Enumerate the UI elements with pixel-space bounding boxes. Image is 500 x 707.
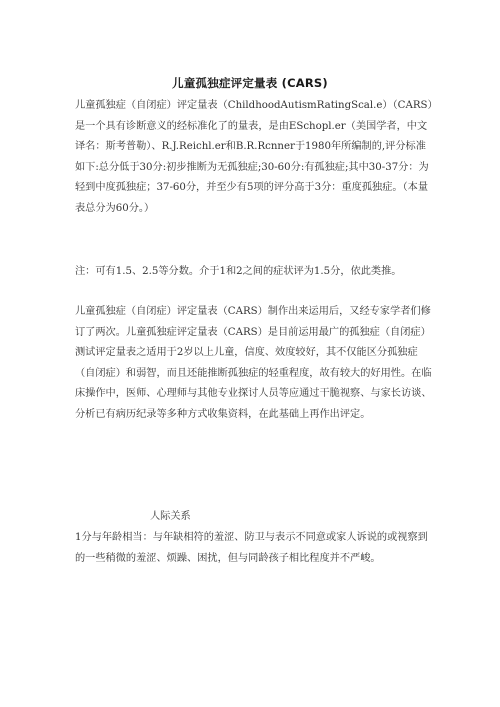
- usage-paragraph: 儿童孤独症（自闭症）评定量表（CARS）制作出来运用后，又经专家学者们修订了两次。儿童孤独症评定量表（CARS）是目前运用最广的孤独症（自闭症）测试评定量表之适用于2岁以上儿童，信度、效度较好，其不仅能区分孤独症（自闭症）和弱智，而且还能推断孤独症的轻重程度，故有较大的好用性。在临床操作中，医师、心理师与其他专业探讨人员等应通过干脆视察、与家长访谈、分析已有病历纪录等多种方式收集资料，在此基础上再作出评定。: [75, 306, 432, 420]
- note-paragraph: 注：可有1.5、2.5等分数。介于1和2之间的症状评为1.5分，依此类推。: [75, 266, 402, 277]
- document-title: 儿童孤独症评定量表 (CARS): [172, 76, 328, 90]
- section-paragraph: 1分与年龄相当：与年缺相符的羞涩、防卫与表示不同意或家人诉说的或视察到的一些稍微的羞涩、烦躁、困扰，但与同龄孩子相比程度并不严峻。: [75, 532, 428, 564]
- intro-paragraph: 儿童孤独症（自闭症）评定量表（ChildhoodAutismRatingScal.e）（CARS）是一个具有诊断意义的经标准化了的量表，是由ESchopl.er（美国学者，中文译名：斯考普勒）、R.J.Reichl.er和B.R.Rcnner于1980年所编制的,评分标准如下:总分低于30分:初步推断为无孤独症;30-60分:有孤独症;其中30-37分：为轻到中度孤独症；37-60分，并至少有5项的评分高于3分：重度孤独症。（本量表总分为60分。）: [75, 100, 433, 214]
- section-heading: 人际关系: [150, 511, 191, 522]
